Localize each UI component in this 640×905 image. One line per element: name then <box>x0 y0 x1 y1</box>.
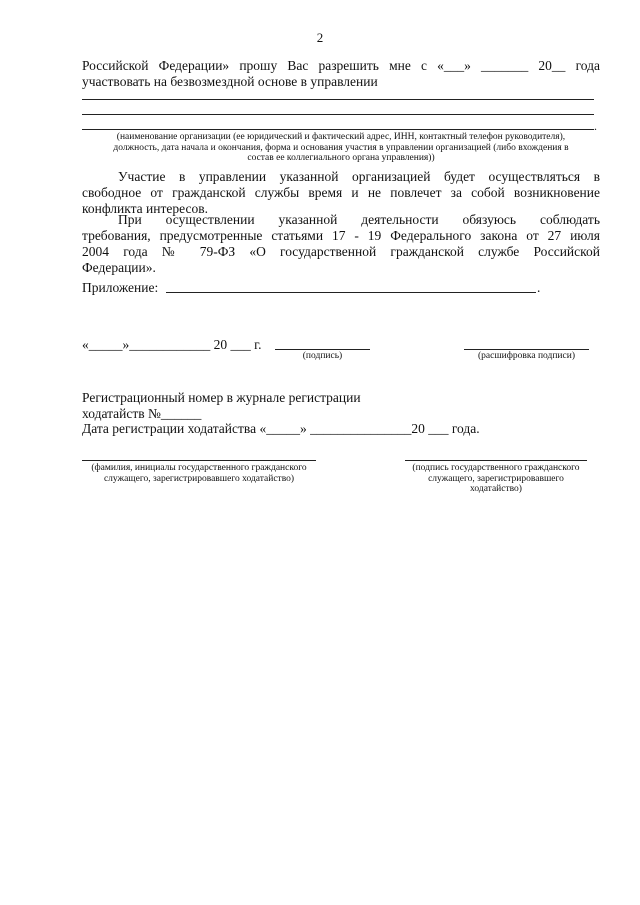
registration-line-2: ходатайств №______ <box>82 406 202 421</box>
attachment-period: . <box>537 280 541 295</box>
decoding-line <box>464 349 589 350</box>
footer-left-caption-line-1: (фамилия, инициалы государственного гражданского <box>91 463 307 473</box>
footer-right-caption-line-3: ходатайство) <box>470 484 522 494</box>
intro-line-1: Российской Федерации» прошу Вас разрешить мне с «___» _______ 20__ года <box>82 58 600 73</box>
decoding-caption: (расшифровка подписи) <box>478 351 575 361</box>
paragraph1-line-3: конфликта интересов. <box>82 201 208 216</box>
page-number: 2 <box>316 30 324 45</box>
footer-right-caption-line-1: (подпись государственного гражданского <box>412 463 580 473</box>
registration-line-1: Регистрационный номер в журнале регистрации <box>82 390 361 405</box>
registrar-signature-line <box>405 460 587 461</box>
paragraph2-line-4: Федерации». <box>82 260 156 275</box>
footer-right-caption-line-2: служащего, зарегистрировавшего <box>428 473 564 484</box>
fill-line-period: . <box>594 119 597 133</box>
paragraph2-line-2: требования, предусмотренные статьями 17 - 19 Федерального закона от 27 июля <box>82 228 600 243</box>
intro-line-2: участвовать на безвозмездной основе в управлении <box>82 74 378 89</box>
fill-line-2 <box>82 114 594 115</box>
date-line: «_____»____________ 20 ___ г. <box>82 337 262 352</box>
paragraph1-line-1: Участие в управлении указанной организацией будет осуществляться в <box>118 169 600 184</box>
signature-line <box>275 349 370 350</box>
fill-line-1 <box>82 99 594 100</box>
attachment-label: Приложение: <box>82 280 159 295</box>
footer-left-caption-line-2: служащего, зарегистрировавшего ходатайство) <box>103 473 295 484</box>
org-caption-line-1: (наименование организации (ее юридический и фактический адрес, ИНН, контактный телефон руководителя), <box>116 132 566 142</box>
org-caption-line-2: должность, дата начала и окончания, форма и основания участия в управлении организацией (либо вхождения в <box>113 142 569 153</box>
org-caption-line-3: состав ее коллегиального органа управления)) <box>247 153 435 163</box>
paragraph2-line-3: 2004 года № 79-ФЗ «О государственной гражданской службе Российской <box>82 244 600 259</box>
registration-line-3: Дата регистрации ходатайства «_____» _______________20 ___ года. <box>82 421 480 436</box>
paragraph2-line-1: При осуществлении указанной деятельности обязуюсь соблюдать <box>118 212 600 227</box>
fill-line-3 <box>82 129 594 130</box>
org-caption <box>84 132 598 164</box>
signature-caption: (подпись) <box>302 351 343 361</box>
attachment-line <box>166 292 536 293</box>
paragraph1-line-2: свободное от гражданской службы время и не повлечет за собой возникновение <box>82 185 600 200</box>
registrar-name-line <box>82 460 316 461</box>
footer-left-caption <box>72 463 326 484</box>
footer-right-caption <box>395 463 597 495</box>
